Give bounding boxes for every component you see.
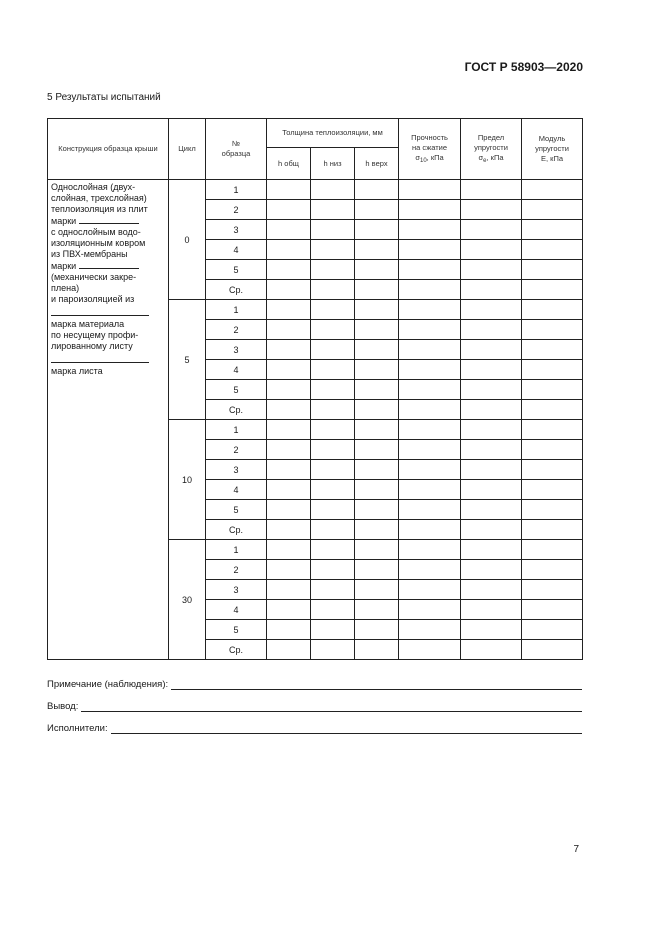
strength-cell[interactable] bbox=[399, 340, 461, 360]
header-strength-subscript: 10 bbox=[419, 157, 427, 164]
performers-label: Исполнители: bbox=[47, 723, 108, 734]
h-top-cell[interactable] bbox=[355, 300, 399, 320]
table-body bbox=[48, 180, 583, 660]
h-top-cell[interactable] bbox=[355, 600, 399, 620]
sample-number-cell: Ср. bbox=[206, 400, 267, 420]
header-elastic-line2: упругости bbox=[474, 142, 508, 152]
elastic-limit-cell[interactable] bbox=[461, 320, 522, 340]
elastic-limit-cell[interactable] bbox=[461, 280, 522, 300]
modulus-cell[interactable] bbox=[522, 540, 583, 560]
h-top-cell[interactable] bbox=[355, 240, 399, 260]
h-total-cell[interactable] bbox=[267, 600, 311, 620]
h-total-cell[interactable] bbox=[267, 540, 311, 560]
table-header-row bbox=[48, 119, 583, 148]
elastic-limit-cell[interactable] bbox=[461, 500, 522, 520]
strength-cell[interactable] bbox=[399, 400, 461, 420]
strength-cell[interactable] bbox=[399, 380, 461, 400]
blank-line bbox=[51, 305, 149, 316]
sample-number-cell: 2 bbox=[206, 560, 267, 580]
strength-cell[interactable] bbox=[399, 180, 461, 200]
sample-number-cell: 1 bbox=[206, 540, 267, 560]
sample-number-cell: Ср. bbox=[206, 280, 267, 300]
performers-line bbox=[47, 720, 582, 734]
h-low-cell[interactable] bbox=[311, 400, 355, 420]
modulus-cell[interactable] bbox=[522, 500, 583, 520]
elastic-limit-cell[interactable] bbox=[461, 460, 522, 480]
header-elastic-unit: , кПа bbox=[486, 152, 504, 162]
elastic-limit-cell[interactable] bbox=[461, 600, 522, 620]
sample-number-cell: 3 bbox=[206, 580, 267, 600]
conclusion-line bbox=[47, 698, 582, 712]
elastic-limit-cell[interactable] bbox=[461, 480, 522, 500]
construction-description bbox=[48, 180, 169, 660]
h-top-cell[interactable] bbox=[355, 460, 399, 480]
sample-number-cell: 4 bbox=[206, 240, 267, 260]
h-low-cell[interactable] bbox=[311, 260, 355, 280]
construction-line: марка листа bbox=[51, 366, 103, 376]
h-top-cell[interactable] bbox=[355, 500, 399, 520]
sample-number-cell: 2 bbox=[206, 320, 267, 340]
h-low-cell[interactable] bbox=[311, 200, 355, 220]
number-sign: № bbox=[231, 139, 241, 148]
sample-number-cell: Ср. bbox=[206, 520, 267, 540]
modulus-cell[interactable] bbox=[522, 560, 583, 580]
header-h-low: h низ bbox=[311, 148, 355, 180]
header-strength-line2: на сжатие bbox=[411, 142, 448, 152]
note-label: Примечание (наблюдения): bbox=[47, 679, 169, 690]
strength-cell[interactable] bbox=[399, 640, 461, 660]
header-sample-label: образца bbox=[221, 149, 251, 158]
h-top-cell[interactable] bbox=[355, 440, 399, 460]
elastic-limit-cell[interactable] bbox=[461, 540, 522, 560]
h-top-cell[interactable] bbox=[355, 620, 399, 640]
header-h-top: h верх bbox=[355, 148, 399, 180]
strength-cell[interactable] bbox=[399, 360, 461, 380]
h-low-cell[interactable] bbox=[311, 360, 355, 380]
cycle-cell: 10 bbox=[169, 420, 206, 540]
construction-line-text: марки bbox=[51, 261, 77, 271]
h-low-cell[interactable] bbox=[311, 220, 355, 240]
blank-line bbox=[51, 352, 149, 363]
conclusion-label: Вывод: bbox=[47, 701, 79, 712]
h-total-cell[interactable] bbox=[267, 560, 311, 580]
h-low-cell[interactable] bbox=[311, 320, 355, 340]
header-elastic-limit bbox=[461, 119, 522, 180]
h-top-cell[interactable] bbox=[355, 640, 399, 660]
elastic-limit-cell[interactable] bbox=[461, 180, 522, 200]
sample-number-cell: 3 bbox=[206, 220, 267, 240]
modulus-cell[interactable] bbox=[522, 520, 583, 540]
modulus-cell[interactable] bbox=[522, 360, 583, 380]
header-strength bbox=[399, 119, 461, 180]
note-line bbox=[47, 676, 582, 690]
header-modulus bbox=[522, 119, 583, 180]
h-low-cell[interactable] bbox=[311, 560, 355, 580]
header-h-total: h общ bbox=[267, 148, 311, 180]
h-low-cell[interactable] bbox=[311, 300, 355, 320]
strength-cell[interactable] bbox=[399, 280, 461, 300]
modulus-cell[interactable] bbox=[522, 480, 583, 500]
h-total-cell[interactable] bbox=[267, 220, 311, 240]
sample-number-cell: 3 bbox=[206, 340, 267, 360]
header-elastic-subscript: e bbox=[483, 157, 487, 164]
h-low-cell[interactable] bbox=[311, 180, 355, 200]
h-low-cell[interactable] bbox=[311, 460, 355, 480]
modulus-cell[interactable] bbox=[522, 400, 583, 420]
sample-number-cell: 4 bbox=[206, 360, 267, 380]
modulus-cell[interactable] bbox=[522, 280, 583, 300]
construction-line-text: марки bbox=[51, 216, 77, 226]
strength-cell[interactable] bbox=[399, 300, 461, 320]
header-elastic-line1: Предел bbox=[477, 132, 505, 142]
header-modulus-line3: E, кПа bbox=[541, 154, 564, 163]
h-total-cell[interactable] bbox=[267, 440, 311, 460]
construction-line: лированному листу bbox=[51, 341, 133, 351]
construction-line: из ПВХ-мембраны bbox=[51, 249, 128, 259]
h-top-cell[interactable] bbox=[355, 380, 399, 400]
construction-line: с однослойным водо- bbox=[51, 227, 141, 237]
document-code: ГОСТ Р 58903—2020 bbox=[464, 60, 583, 74]
strength-cell[interactable] bbox=[399, 500, 461, 520]
strength-cell[interactable] bbox=[399, 260, 461, 280]
elastic-limit-cell[interactable] bbox=[461, 400, 522, 420]
h-total-cell[interactable] bbox=[267, 180, 311, 200]
h-total-cell[interactable] bbox=[267, 320, 311, 340]
construction-line: Однослойная (двух- bbox=[51, 182, 136, 192]
conclusion-field[interactable] bbox=[81, 701, 582, 712]
modulus-cell[interactable] bbox=[522, 600, 583, 620]
h-top-cell[interactable] bbox=[355, 360, 399, 380]
page-number: 7 bbox=[573, 844, 579, 855]
modulus-cell[interactable] bbox=[522, 440, 583, 460]
h-total-cell[interactable] bbox=[267, 620, 311, 640]
modulus-cell[interactable] bbox=[522, 620, 583, 640]
sample-number-cell: 1 bbox=[206, 180, 267, 200]
section-title: 5 Результаты испытаний bbox=[47, 92, 161, 103]
sample-number-cell: 5 bbox=[206, 620, 267, 640]
h-total-cell[interactable] bbox=[267, 500, 311, 520]
elastic-limit-cell[interactable] bbox=[461, 240, 522, 260]
modulus-cell[interactable] bbox=[522, 420, 583, 440]
strength-cell[interactable] bbox=[399, 460, 461, 480]
h-top-cell[interactable] bbox=[355, 280, 399, 300]
construction-line: изоляционным ковром bbox=[51, 238, 146, 248]
construction-line: по несущему профи- bbox=[51, 330, 139, 340]
construction-line: (механически закре- bbox=[51, 272, 137, 282]
h-low-cell[interactable] bbox=[311, 640, 355, 660]
strength-cell[interactable] bbox=[399, 580, 461, 600]
elastic-limit-cell[interactable] bbox=[461, 260, 522, 280]
modulus-cell[interactable] bbox=[522, 320, 583, 340]
strength-cell[interactable] bbox=[399, 220, 461, 240]
elastic-limit-cell[interactable] bbox=[461, 580, 522, 600]
modulus-cell[interactable] bbox=[522, 220, 583, 240]
h-total-cell[interactable] bbox=[267, 520, 311, 540]
elastic-limit-cell[interactable] bbox=[461, 560, 522, 580]
sample-number-cell: 5 bbox=[206, 260, 267, 280]
results-table bbox=[47, 118, 583, 660]
h-top-cell[interactable] bbox=[355, 260, 399, 280]
header-strength-line1: Прочность bbox=[411, 132, 448, 142]
h-top-cell[interactable] bbox=[355, 480, 399, 500]
header-modulus-line1: Модуль bbox=[538, 134, 566, 143]
header-strength-unit: , кПа bbox=[426, 152, 444, 162]
header-modulus-line2: упругости bbox=[535, 144, 569, 153]
blank-line bbox=[79, 260, 139, 269]
h-total-cell[interactable] bbox=[267, 480, 311, 500]
header-strength-symbol: σ bbox=[415, 152, 420, 162]
h-low-cell[interactable] bbox=[311, 580, 355, 600]
h-top-cell[interactable] bbox=[355, 580, 399, 600]
h-top-cell[interactable] bbox=[355, 560, 399, 580]
h-top-cell[interactable] bbox=[355, 540, 399, 560]
h-total-cell[interactable] bbox=[267, 280, 311, 300]
sample-number-cell: 2 bbox=[206, 440, 267, 460]
strength-cell[interactable] bbox=[399, 320, 461, 340]
h-top-cell[interactable] bbox=[355, 420, 399, 440]
elastic-limit-cell[interactable] bbox=[461, 420, 522, 440]
modulus-cell[interactable] bbox=[522, 460, 583, 480]
construction-line: и пароизоляцией из bbox=[51, 294, 135, 304]
elastic-limit-cell[interactable] bbox=[461, 300, 522, 320]
modulus-cell[interactable] bbox=[522, 340, 583, 360]
construction-line: теплоизоляция из плит bbox=[51, 204, 148, 214]
header-cycle: Цикл bbox=[169, 119, 206, 180]
elastic-limit-cell[interactable] bbox=[461, 620, 522, 640]
h-total-cell[interactable] bbox=[267, 240, 311, 260]
h-top-cell[interactable] bbox=[355, 200, 399, 220]
performers-field[interactable] bbox=[111, 723, 582, 734]
h-low-cell[interactable] bbox=[311, 240, 355, 260]
h-low-cell[interactable] bbox=[311, 420, 355, 440]
h-total-cell[interactable] bbox=[267, 380, 311, 400]
header-thickness: Толщина теплоизоляции, мм bbox=[267, 119, 399, 148]
h-low-cell[interactable] bbox=[311, 600, 355, 620]
h-total-cell[interactable] bbox=[267, 260, 311, 280]
sample-number-cell: 2 bbox=[206, 200, 267, 220]
header-sample-number bbox=[206, 119, 267, 180]
h-low-cell[interactable] bbox=[311, 340, 355, 360]
header-elastic-symbol: σ bbox=[478, 152, 484, 162]
elastic-limit-cell[interactable] bbox=[461, 380, 522, 400]
h-total-cell[interactable] bbox=[267, 460, 311, 480]
note-field[interactable] bbox=[171, 679, 582, 690]
h-low-cell[interactable] bbox=[311, 620, 355, 640]
h-total-cell[interactable] bbox=[267, 360, 311, 380]
modulus-cell[interactable] bbox=[522, 300, 583, 320]
elastic-limit-cell[interactable] bbox=[461, 640, 522, 660]
elastic-limit-cell[interactable] bbox=[461, 360, 522, 380]
strength-cell[interactable] bbox=[399, 480, 461, 500]
blank-line bbox=[79, 215, 139, 224]
sample-number-cell: 4 bbox=[206, 600, 267, 620]
strength-cell[interactable] bbox=[399, 620, 461, 640]
h-total-cell[interactable] bbox=[267, 400, 311, 420]
sample-number-cell: Ср. bbox=[206, 640, 267, 660]
sample-number-cell: 4 bbox=[206, 480, 267, 500]
strength-cell[interactable] bbox=[399, 520, 461, 540]
modulus-cell[interactable] bbox=[522, 180, 583, 200]
modulus-cell[interactable] bbox=[522, 200, 583, 220]
modulus-cell[interactable] bbox=[522, 640, 583, 660]
construction-line: слойная, трехслойная) bbox=[51, 193, 147, 203]
strength-cell[interactable] bbox=[399, 420, 461, 440]
strength-cell[interactable] bbox=[399, 600, 461, 620]
h-top-cell[interactable] bbox=[355, 520, 399, 540]
elastic-limit-cell[interactable] bbox=[461, 220, 522, 240]
sample-number-cell: 5 bbox=[206, 380, 267, 400]
h-low-cell[interactable] bbox=[311, 440, 355, 460]
modulus-cell[interactable] bbox=[522, 380, 583, 400]
elastic-limit-cell[interactable] bbox=[461, 520, 522, 540]
strength-cell[interactable] bbox=[399, 200, 461, 220]
elastic-limit-cell[interactable] bbox=[461, 200, 522, 220]
sample-number-cell: 1 bbox=[206, 420, 267, 440]
h-top-cell[interactable] bbox=[355, 180, 399, 200]
construction-line: марка материала bbox=[51, 319, 125, 329]
h-total-cell[interactable] bbox=[267, 420, 311, 440]
construction-line bbox=[51, 260, 165, 272]
h-low-cell[interactable] bbox=[311, 280, 355, 300]
modulus-cell[interactable] bbox=[522, 240, 583, 260]
construction-line bbox=[51, 215, 165, 227]
sample-number-cell: 1 bbox=[206, 300, 267, 320]
h-top-cell[interactable] bbox=[355, 220, 399, 240]
cycle-cell: 5 bbox=[169, 300, 206, 420]
table-row bbox=[48, 180, 583, 200]
strength-cell[interactable] bbox=[399, 240, 461, 260]
strength-cell[interactable] bbox=[399, 560, 461, 580]
modulus-cell[interactable] bbox=[522, 260, 583, 280]
h-total-cell[interactable] bbox=[267, 300, 311, 320]
sample-number-cell: 5 bbox=[206, 500, 267, 520]
strength-cell[interactable] bbox=[399, 440, 461, 460]
h-low-cell[interactable] bbox=[311, 520, 355, 540]
strength-cell[interactable] bbox=[399, 540, 461, 560]
h-low-cell[interactable] bbox=[311, 500, 355, 520]
h-total-cell[interactable] bbox=[267, 340, 311, 360]
h-low-cell[interactable] bbox=[311, 380, 355, 400]
h-top-cell[interactable] bbox=[355, 400, 399, 420]
h-top-cell[interactable] bbox=[355, 320, 399, 340]
cycle-cell: 0 bbox=[169, 180, 206, 300]
modulus-cell[interactable] bbox=[522, 580, 583, 600]
h-total-cell[interactable] bbox=[267, 580, 311, 600]
header-construction: Конструкция образца крыши bbox=[48, 119, 169, 180]
cycle-cell: 30 bbox=[169, 540, 206, 660]
h-low-cell[interactable] bbox=[311, 540, 355, 560]
h-total-cell[interactable] bbox=[267, 200, 311, 220]
elastic-limit-cell[interactable] bbox=[461, 440, 522, 460]
h-low-cell[interactable] bbox=[311, 480, 355, 500]
sample-number-cell: 3 bbox=[206, 460, 267, 480]
h-top-cell[interactable] bbox=[355, 340, 399, 360]
construction-line: плена) bbox=[51, 283, 80, 293]
elastic-limit-cell[interactable] bbox=[461, 340, 522, 360]
h-total-cell[interactable] bbox=[267, 640, 311, 660]
